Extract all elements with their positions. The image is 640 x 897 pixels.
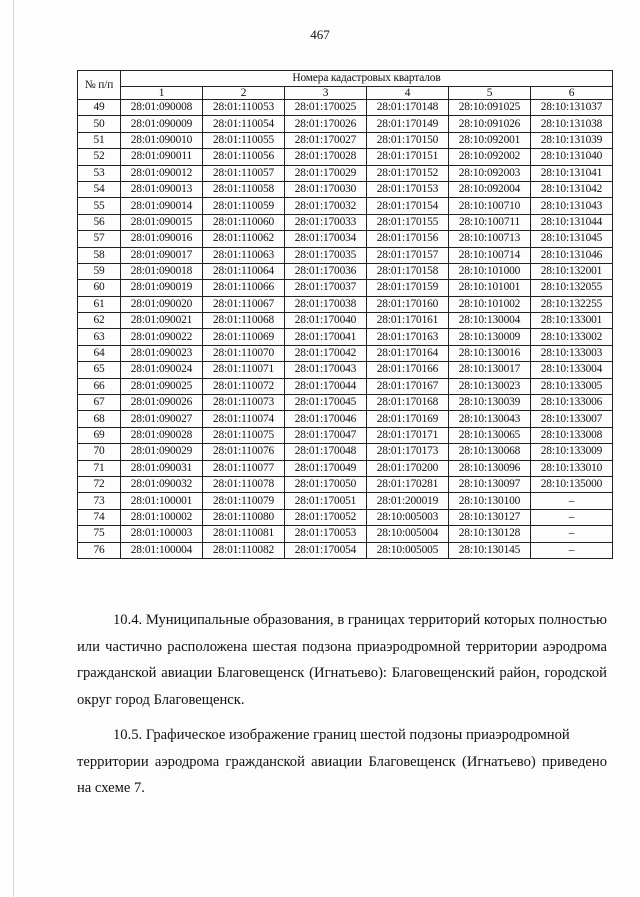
row-number-cell: 63 <box>78 329 121 345</box>
cadastral-number-cell: 28:01:110071 <box>203 362 285 378</box>
row-number-cell: 55 <box>78 198 121 214</box>
cadastral-number-cell: 28:10:130004 <box>449 313 531 329</box>
cadastral-number-cell: – <box>531 509 613 525</box>
cadastral-number-cell: 28:10:130043 <box>449 411 531 427</box>
cadastral-number-cell: 28:10:092004 <box>449 181 531 197</box>
table-row <box>78 329 613 345</box>
row-number-cell: 49 <box>78 100 121 116</box>
cadastral-number-cell: 28:01:110076 <box>203 444 285 460</box>
table-row <box>78 263 613 279</box>
paragraph-first-line: 10.5. Графическое изображение границ шестой подзоны приаэродромной <box>113 727 570 743</box>
cadastral-number-cell: 28:01:090012 <box>121 165 203 181</box>
cadastral-number-cell: 28:10:133009 <box>531 444 613 460</box>
cadastral-number-cell: 28:01:170037 <box>285 280 367 296</box>
cadastral-number-cell: 28:01:100001 <box>121 493 203 509</box>
cadastral-number-cell: 28:01:170159 <box>367 280 449 296</box>
cadastral-number-cell: 28:01:110082 <box>203 542 285 558</box>
table-row <box>78 165 613 181</box>
cadastral-number-cell: 28:01:090019 <box>121 280 203 296</box>
cadastral-number-cell: 28:01:170148 <box>367 100 449 116</box>
cadastral-number-cell: 28:01:110054 <box>203 116 285 132</box>
cadastral-number-cell: 28:01:090016 <box>121 231 203 247</box>
cadastral-number-cell: 28:01:090015 <box>121 214 203 230</box>
cadastral-number-cell: 28:10:132255 <box>531 296 613 312</box>
cadastral-number-cell: 28:01:090018 <box>121 263 203 279</box>
row-number-cell: 70 <box>78 444 121 460</box>
cadastral-number-cell: 28:10:133005 <box>531 378 613 394</box>
row-number-cell: 61 <box>78 296 121 312</box>
cadastral-number-cell: 28:01:170053 <box>285 526 367 542</box>
cadastral-number-cell: 28:10:130145 <box>449 542 531 558</box>
cadastral-number-cell: 28:01:170152 <box>367 165 449 181</box>
cadastral-number-cell: 28:01:170045 <box>285 395 367 411</box>
cadastral-number-cell: 28:10:130096 <box>449 460 531 476</box>
cadastral-number-cell: 28:01:170040 <box>285 313 367 329</box>
cadastral-number-cell: 28:01:110075 <box>203 427 285 443</box>
cadastral-number-cell: 28:01:110056 <box>203 149 285 165</box>
table-header-row <box>78 71 613 87</box>
row-number-cell: 53 <box>78 165 121 181</box>
row-number-cell: 73 <box>78 493 121 509</box>
table-row <box>78 100 613 116</box>
cadastral-number-cell: 28:01:110078 <box>203 476 285 492</box>
cadastral-number-cell: 28:10:101000 <box>449 263 531 279</box>
cadastral-number-cell: 28:01:090014 <box>121 198 203 214</box>
cadastral-number-cell: 28:01:170043 <box>285 362 367 378</box>
cadastral-number-cell: 28:01:170154 <box>367 198 449 214</box>
row-number-cell: 65 <box>78 362 121 378</box>
row-number-cell: 57 <box>78 231 121 247</box>
cadastral-number-cell: 28:01:170054 <box>285 542 367 558</box>
cadastral-number-cell: 28:10:133006 <box>531 395 613 411</box>
cadastral-number-cell: 28:01:170051 <box>285 493 367 509</box>
cadastral-number-cell: 28:01:110063 <box>203 247 285 263</box>
table-row <box>78 345 613 361</box>
table-row <box>78 493 613 509</box>
cadastral-number-cell: 28:10:091025 <box>449 100 531 116</box>
cadastral-number-cell: 28:01:170049 <box>285 460 367 476</box>
table-row <box>78 247 613 263</box>
cadastral-number-cell: 28:01:110059 <box>203 198 285 214</box>
cadastral-number-cell: 28:10:132055 <box>531 280 613 296</box>
cadastral-number-cell: 28:01:170281 <box>367 476 449 492</box>
row-number-cell: 76 <box>78 542 121 558</box>
cadastral-number-cell: 28:01:170044 <box>285 378 367 394</box>
cadastral-number-cell: 28:10:005005 <box>367 542 449 558</box>
cadastral-number-cell: 28:01:170157 <box>367 247 449 263</box>
row-number-cell: 74 <box>78 509 121 525</box>
cadastral-number-cell: 28:01:170032 <box>285 198 367 214</box>
cadastral-number-cell: 28:10:100714 <box>449 247 531 263</box>
cadastral-number-cell: 28:01:110062 <box>203 231 285 247</box>
cadastral-number-cell: 28:10:131046 <box>531 247 613 263</box>
table-row <box>78 411 613 427</box>
column-number-cell: 4 <box>367 87 449 100</box>
cadastral-number-cell: 28:10:133002 <box>531 329 613 345</box>
cadastral-number-cell: 28:10:131045 <box>531 231 613 247</box>
column-number-cell: 1 <box>121 87 203 100</box>
row-number-cell: 59 <box>78 263 121 279</box>
cadastral-number-cell: 28:10:130017 <box>449 362 531 378</box>
cadastral-number-cell: 28:01:090011 <box>121 149 203 165</box>
table-row <box>78 509 613 525</box>
cadastral-number-cell: 28:10:092001 <box>449 132 531 148</box>
row-number-cell: 72 <box>78 476 121 492</box>
cadastral-number-cell: 28:10:131038 <box>531 116 613 132</box>
cadastral-number-cell: 28:01:090029 <box>121 444 203 460</box>
column-number-cell: 2 <box>203 87 285 100</box>
row-number-cell: 56 <box>78 214 121 230</box>
cadastral-number-cell: 28:10:131041 <box>531 165 613 181</box>
cadastral-number-cell: 28:01:090008 <box>121 100 203 116</box>
cadastral-number-cell: 28:01:170042 <box>285 345 367 361</box>
column-number-row <box>78 87 613 100</box>
table-row <box>78 280 613 296</box>
row-number-cell: 52 <box>78 149 121 165</box>
cadastral-number-cell: 28:10:131043 <box>531 198 613 214</box>
cadastral-number-cell: 28:10:135000 <box>531 476 613 492</box>
cadastral-number-cell: 28:10:130016 <box>449 345 531 361</box>
scan-edge-line <box>13 0 14 897</box>
cadastral-number-cell: 28:01:110068 <box>203 313 285 329</box>
row-number-cell: 60 <box>78 280 121 296</box>
cadastral-number-cell: 28:01:170149 <box>367 116 449 132</box>
row-number-cell: 62 <box>78 313 121 329</box>
cadastral-number-cell: 28:10:130023 <box>449 378 531 394</box>
cadastral-number-cell: 28:10:130009 <box>449 329 531 345</box>
cadastral-number-cell: 28:01:170168 <box>367 395 449 411</box>
cadastral-number-cell: 28:01:110058 <box>203 181 285 197</box>
paragraph-continuation: территории аэродрома гражданской авиации Благовещенск (Игнатьево) приведено на схеме 7. <box>77 753 607 796</box>
table-row <box>78 526 613 542</box>
cadastral-number-cell: 28:10:130127 <box>449 509 531 525</box>
row-number-header: № п/п <box>78 71 121 100</box>
cadastral-number-cell: 28:01:110080 <box>203 509 285 525</box>
paragraph-first-line: 10.4. Муниципальные образования, в границах территорий которых полностью <box>113 612 607 628</box>
cadastral-number-cell: 28:01:170050 <box>285 476 367 492</box>
cadastral-number-cell: 28:10:133001 <box>531 313 613 329</box>
table-row <box>78 444 613 460</box>
cadastral-number-cell: 28:01:170158 <box>367 263 449 279</box>
cadastral-number-cell: 28:01:170151 <box>367 149 449 165</box>
cadastral-number-cell: 28:01:170150 <box>367 132 449 148</box>
cadastral-number-cell: 28:01:170047 <box>285 427 367 443</box>
cadastral-number-cell: 28:01:170155 <box>367 214 449 230</box>
row-number-cell: 66 <box>78 378 121 394</box>
cadastral-number-cell: 28:01:170160 <box>367 296 449 312</box>
cadastral-number-cell: 28:01:110070 <box>203 345 285 361</box>
cadastral-number-cell: 28:01:110067 <box>203 296 285 312</box>
row-number-cell: 71 <box>78 460 121 476</box>
cadastral-number-cell: 28:10:130097 <box>449 476 531 492</box>
cadastral-number-cell: 28:01:170052 <box>285 509 367 525</box>
page-number: 467 <box>310 27 330 42</box>
cadastral-number-cell: 28:10:101002 <box>449 296 531 312</box>
cadastral-number-cell: 28:01:090010 <box>121 132 203 148</box>
cadastral-number-cell: 28:10:130039 <box>449 395 531 411</box>
cadastral-number-cell: 28:10:130100 <box>449 493 531 509</box>
cadastral-number-cell: 28:01:100004 <box>121 542 203 558</box>
cadastral-number-cell: 28:01:170026 <box>285 116 367 132</box>
cadastral-number-cell: 28:01:110073 <box>203 395 285 411</box>
cadastral-number-cell: 28:01:170034 <box>285 231 367 247</box>
cadastral-number-cell: 28:10:133008 <box>531 427 613 443</box>
row-number-cell: 68 <box>78 411 121 427</box>
cadastral-number-cell: 28:10:100713 <box>449 231 531 247</box>
cadastral-number-cell: 28:01:100003 <box>121 526 203 542</box>
cadastral-number-cell: 28:01:170164 <box>367 345 449 361</box>
cadastral-number-cell: 28:01:100002 <box>121 509 203 525</box>
cadastral-number-cell: 28:01:170025 <box>285 100 367 116</box>
cadastral-quarters-table <box>77 70 613 559</box>
table-row <box>78 181 613 197</box>
paragraph-continuation: или частично расположена шестая подзона приаэродромной территории аэродрома гражданской авиации Благовещенск (Игнатьево): Благовещенский район, городской округ город Благовещенск. <box>77 638 607 708</box>
cadastral-number-cell: 28:01:090013 <box>121 181 203 197</box>
cadastral-number-cell: 28:01:090022 <box>121 329 203 345</box>
cadastral-number-cell: 28:10:131039 <box>531 132 613 148</box>
table-row <box>78 395 613 411</box>
cadastral-number-cell: 28:10:005003 <box>367 509 449 525</box>
cadastral-number-cell: 28:10:130128 <box>449 526 531 542</box>
cadastral-number-cell: 28:01:090025 <box>121 378 203 394</box>
row-number-cell: 51 <box>78 132 121 148</box>
cadastral-number-cell: 28:01:110081 <box>203 526 285 542</box>
cadastral-number-cell: – <box>531 542 613 558</box>
cadastral-number-cell: 28:01:170173 <box>367 444 449 460</box>
table-row <box>78 231 613 247</box>
cadastral-number-cell: 28:01:110079 <box>203 493 285 509</box>
cadastral-number-cell: 28:01:170156 <box>367 231 449 247</box>
table-row <box>78 313 613 329</box>
cadastral-number-cell: 28:01:110074 <box>203 411 285 427</box>
cadastral-number-cell: 28:01:170035 <box>285 247 367 263</box>
cadastral-number-cell: 28:10:100710 <box>449 198 531 214</box>
table-row <box>78 378 613 394</box>
column-number-cell: 6 <box>531 87 613 100</box>
cadastral-number-cell: 28:01:110066 <box>203 280 285 296</box>
cadastral-number-cell: 28:01:170171 <box>367 427 449 443</box>
cadastral-number-cell: 28:01:090028 <box>121 427 203 443</box>
cadastral-number-cell: 28:01:170166 <box>367 362 449 378</box>
cadastral-number-cell: 28:01:170163 <box>367 329 449 345</box>
cadastral-number-cell: 28:01:170167 <box>367 378 449 394</box>
cadastral-number-cell: 28:10:131044 <box>531 214 613 230</box>
row-number-cell: 67 <box>78 395 121 411</box>
table-row <box>78 460 613 476</box>
table-row <box>78 476 613 492</box>
cadastral-number-cell: 28:01:110064 <box>203 263 285 279</box>
cadastral-number-cell: 28:10:133010 <box>531 460 613 476</box>
cadastral-number-cell: 28:01:090026 <box>121 395 203 411</box>
column-number-cell: 5 <box>449 87 531 100</box>
cadastral-number-cell: 28:10:091026 <box>449 116 531 132</box>
cadastral-number-cell: 28:10:131042 <box>531 181 613 197</box>
cadastral-number-cell: 28:01:110053 <box>203 100 285 116</box>
cadastral-number-cell: 28:01:170030 <box>285 181 367 197</box>
cadastral-number-cell: 28:10:101001 <box>449 280 531 296</box>
cadastral-number-cell: 28:10:133004 <box>531 362 613 378</box>
cadastral-number-cell: 28:01:170041 <box>285 329 367 345</box>
cadastral-numbers-header: Номера кадастровых кварталов <box>121 71 613 87</box>
cadastral-number-cell: 28:10:130065 <box>449 427 531 443</box>
row-number-cell: 50 <box>78 116 121 132</box>
cadastral-number-cell: 28:01:110057 <box>203 165 285 181</box>
table-row <box>78 427 613 443</box>
cadastral-number-cell: 28:01:170027 <box>285 132 367 148</box>
cadastral-number-cell: 28:01:110077 <box>203 460 285 476</box>
cadastral-number-cell: 28:01:090023 <box>121 345 203 361</box>
cadastral-number-cell: 28:01:170169 <box>367 411 449 427</box>
cadastral-number-cell: 28:01:200019 <box>367 493 449 509</box>
cadastral-number-cell: 28:01:110055 <box>203 132 285 148</box>
cadastral-number-cell: 28:01:170046 <box>285 411 367 427</box>
table-body <box>78 100 613 559</box>
table-row <box>78 542 613 558</box>
cadastral-number-cell: – <box>531 526 613 542</box>
row-number-cell: 69 <box>78 427 121 443</box>
cadastral-number-cell: 28:10:131037 <box>531 100 613 116</box>
row-number-cell: 54 <box>78 181 121 197</box>
row-number-cell: 58 <box>78 247 121 263</box>
cadastral-number-cell: 28:10:130068 <box>449 444 531 460</box>
cadastral-number-cell: 28:01:110060 <box>203 214 285 230</box>
cadastral-number-cell: 28:01:170036 <box>285 263 367 279</box>
cadastral-number-cell: 28:01:170161 <box>367 313 449 329</box>
paragraph-10-4 <box>77 607 607 713</box>
cadastral-number-cell: 28:10:092002 <box>449 149 531 165</box>
table-row <box>78 296 613 312</box>
cadastral-number-cell: 28:01:110069 <box>203 329 285 345</box>
cadastral-number-cell: 28:10:092003 <box>449 165 531 181</box>
cadastral-number-cell: 28:01:170028 <box>285 149 367 165</box>
cadastral-number-cell: 28:01:170033 <box>285 214 367 230</box>
cadastral-number-cell: 28:10:005004 <box>367 526 449 542</box>
cadastral-number-cell: 28:01:170048 <box>285 444 367 460</box>
cadastral-number-cell: 28:10:131040 <box>531 149 613 165</box>
cadastral-number-cell: 28:01:170038 <box>285 296 367 312</box>
cadastral-number-cell: 28:01:090024 <box>121 362 203 378</box>
cadastral-number-cell: 28:10:132001 <box>531 263 613 279</box>
cadastral-number-cell: 28:01:170029 <box>285 165 367 181</box>
cadastral-number-cell: 28:10:133003 <box>531 345 613 361</box>
paragraph-10-5 <box>77 722 607 802</box>
table-row <box>78 214 613 230</box>
cadastral-number-cell: 28:01:090027 <box>121 411 203 427</box>
table-row <box>78 198 613 214</box>
table-row <box>78 132 613 148</box>
table-row <box>78 116 613 132</box>
cadastral-number-cell: 28:01:090021 <box>121 313 203 329</box>
cadastral-number-cell: 28:01:110072 <box>203 378 285 394</box>
cadastral-number-cell: 28:01:090009 <box>121 116 203 132</box>
table-row <box>78 362 613 378</box>
cadastral-number-cell: 28:10:133007 <box>531 411 613 427</box>
cadastral-number-cell: 28:01:090031 <box>121 460 203 476</box>
cadastral-number-cell: 28:01:170153 <box>367 181 449 197</box>
cadastral-number-cell: 28:10:100711 <box>449 214 531 230</box>
cadastral-number-cell: 28:01:090020 <box>121 296 203 312</box>
table-row <box>78 149 613 165</box>
cadastral-number-cell: – <box>531 493 613 509</box>
cadastral-number-cell: 28:01:090017 <box>121 247 203 263</box>
row-number-cell: 75 <box>78 526 121 542</box>
row-number-cell: 64 <box>78 345 121 361</box>
cadastral-number-cell: 28:01:170200 <box>367 460 449 476</box>
cadastral-number-cell: 28:01:090032 <box>121 476 203 492</box>
column-number-cell: 3 <box>285 87 367 100</box>
